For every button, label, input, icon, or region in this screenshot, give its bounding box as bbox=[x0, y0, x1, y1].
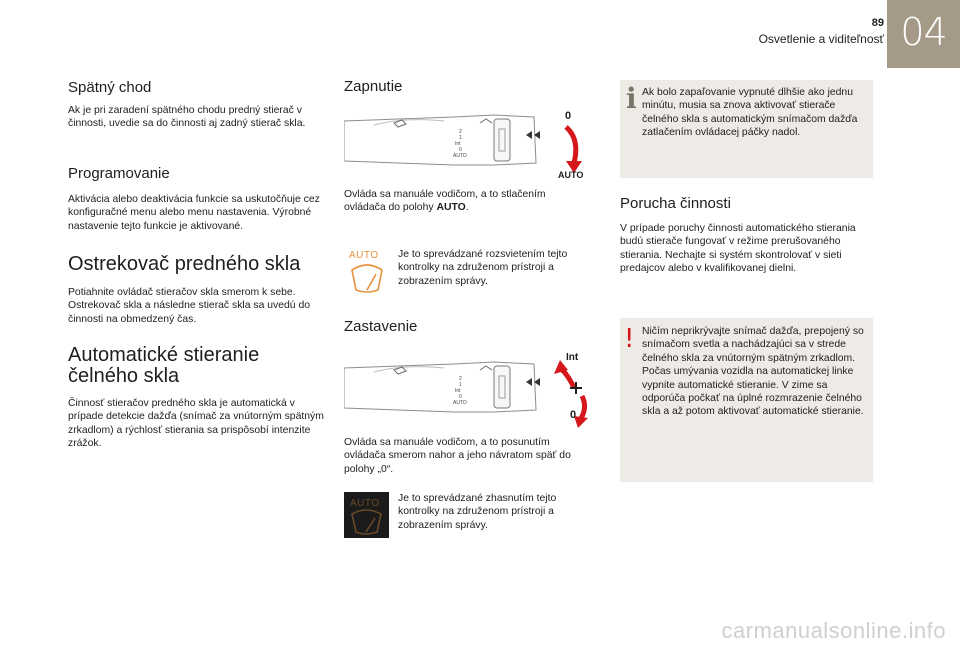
section-title-switch-off: Zastavenie bbox=[344, 318, 418, 335]
info-text: Ak bolo zapaľovanie vypnuté dlhšie ako jednu minútu, musia sa znova aktivovať stierače čelného skla s automatickým snímačom dažďa zatlačením ovládacej páčky nadol. bbox=[642, 87, 858, 139]
watermark: carmanualsonline.info bbox=[721, 618, 946, 643]
stalk2-pos-0: 0 bbox=[459, 394, 462, 400]
info-box bbox=[620, 80, 873, 178]
stalk-pos-0: 0 bbox=[459, 147, 462, 153]
stalk2-pos-auto: AUTO bbox=[453, 400, 467, 406]
stalk-pos-int: Int bbox=[455, 141, 461, 147]
switch-off-text: Ovláda sa manuále vodičom, a to posunutím ovládača smerom nahor a jeho návratom späť do polohy „0“. bbox=[344, 437, 571, 475]
warning-exclamation-icon: ! bbox=[624, 324, 635, 354]
section-title-reverse: Spätný chod bbox=[68, 79, 152, 96]
page-number: 89 bbox=[871, 17, 884, 29]
stalk-pos-1: 1 bbox=[459, 135, 462, 141]
stalk2-pos-int: Int bbox=[455, 388, 461, 394]
switch-on-text: Ovláda sa manuále vodičom, a to stlačením ovládača do polohy AUTO. bbox=[344, 189, 546, 214]
section-title-switch-on: Zapnutie bbox=[344, 78, 403, 95]
section-text-fault: V prípade poruchy činnosti automatického stierania budú stierače fungovať v režime prerušovaného stierania. Nechajte si systém skontrolovať v sieti predajcov alebo v kvalifikovanej dielni. bbox=[620, 223, 856, 275]
switch-off-note: Je to sprevádzané zhasnutím tejto kontrolky na združenom prístroji a zobrazením správy. bbox=[398, 493, 557, 531]
stalk2-pos-2: 2 bbox=[459, 376, 462, 382]
section-text-programming: Aktivácia alebo deaktivácia funkcie sa uskutočňuje cez konfiguračné menu alebo menu nastavenia. Výrobné nastavenie tejto funkcie je aktivované. bbox=[68, 194, 320, 232]
arrow-label-0-bottom: 0 bbox=[570, 409, 577, 421]
chapter-number-tab: 04 bbox=[887, 0, 960, 68]
section-title-programming: Programovanie bbox=[68, 165, 170, 182]
switch-on-note: Je to sprevádzané rozsvietením tejto kontrolky na združenom prístroji a zobrazením správy. bbox=[398, 249, 568, 287]
section-text-washer: Potiahnite ovládač stieračov skla smerom k sebe. Ostrekovač skla a následne stierač skla sa uvedú do činnosti na obmedzený čas. bbox=[68, 287, 310, 325]
auto-wipe-lamp-off-icon: AUTO bbox=[344, 492, 389, 538]
info-icon: i bbox=[626, 82, 637, 115]
section-text-auto-wipe: Činnosť stieračov predného skla je automatická v prípade detekcie dažďa (snímač za vnútorným spätným zrkadlom) a rýchlosť stierania sa prispôsobí intenzite zrážok. bbox=[68, 398, 324, 450]
arrow-label-int: Int bbox=[566, 352, 579, 363]
stalk-diagram-stop bbox=[344, 348, 588, 428]
section-title-auto-wipe: Automatické stieranie čelného skla bbox=[68, 344, 260, 387]
auto-wipe-lamp-on-icon: AUTO bbox=[346, 250, 388, 296]
chapter-title: Osvetlenie a viditeľnosť bbox=[758, 32, 884, 46]
warning-text: Ničím neprikrývajte snímač dažďa, prepojený so snímačom svetla a nachádzajúci sa v strede čelného skla za vnútorným spätným zrkadlom. Počas umývania vozidla na automatickej linke vypnite automatické stieranie. V zime sa odporúča počkať na úplné rozmrazenie čelného skla a až potom aktivovať automatické stieranie. bbox=[642, 326, 864, 418]
stalk-pos-auto: AUTO bbox=[453, 153, 467, 159]
stalk2-pos-1: 1 bbox=[459, 382, 462, 388]
stalk-pos-2: 2 bbox=[459, 129, 462, 135]
arrow-label-0: 0 bbox=[565, 110, 572, 122]
section-text-reverse: Ak je pri zaradení spätného chodu predný stierač v činnosti, uvedie sa do činnosti aj zadný stierač skla. bbox=[68, 105, 306, 130]
section-title-washer: Ostrekovač predného skla bbox=[68, 253, 301, 275]
warning-box bbox=[620, 318, 873, 482]
arrow-label-auto: AUTO bbox=[558, 170, 584, 180]
section-title-fault: Porucha činnosti bbox=[620, 195, 731, 212]
stalk-diagram-auto bbox=[344, 103, 588, 181]
